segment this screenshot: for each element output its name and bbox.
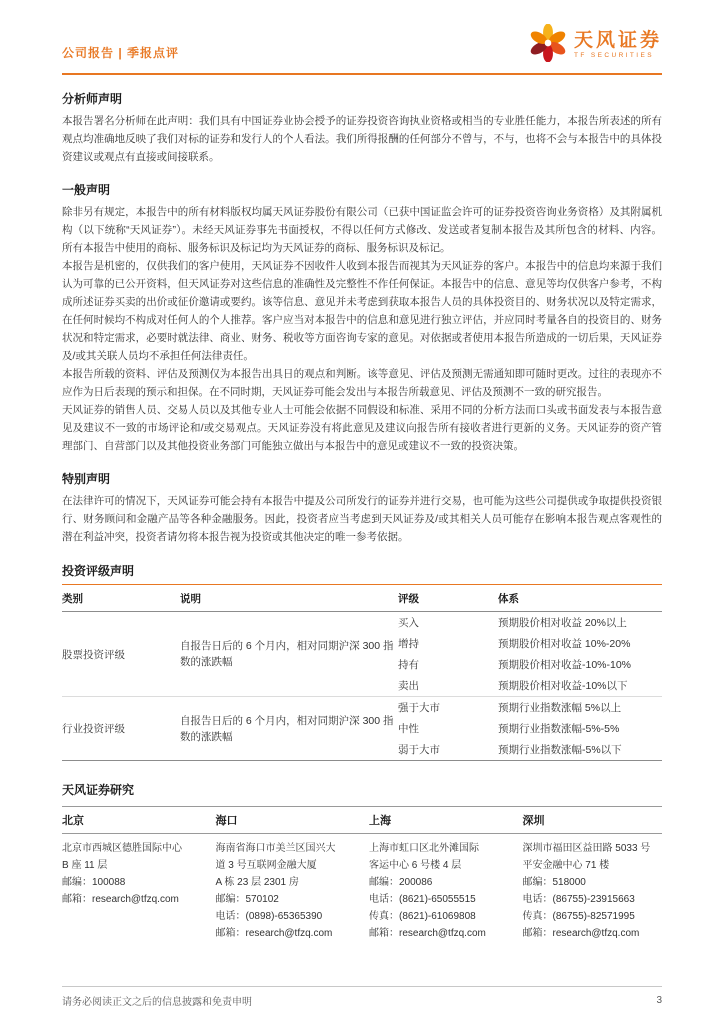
page-number: 3	[656, 995, 662, 1006]
office-city-header-row	[62, 806, 662, 834]
office-postcode: 邮编：570102	[215, 894, 279, 905]
general-statement-paragraph: 本报告是机密的，仅供我们的客户使用，天风证券不因收件人收到本报告而视其为天风证券的客户。本报告中的信息均来源于我们认为可靠的已公开资料，但天风证券对这些信息的准确性及完整性不作任何保证。本报告中的信息、意见等均仅供客户参考，不构成所述证券买卖的出价或征价邀请或要约。该等信息、意见并未考虑到获取本报告人员的具体投资目的、财务状况以及特定需求，在任何时候均不构成对任何人的个人推荐。客户应当对本报告中的信息和意见进行独立评估，并应同时考量各自的投资目的、财务状况和特定需求，必要时就法律、商业、财务、税收等方面咨询专家的意见。对依据或者使用本报告所造成的一切后果，天风证券及/或其关联人员均不承担任何法律责任。	[62, 260, 662, 362]
general-statement-title: 一般声明	[62, 183, 111, 197]
industry-rating-category: 行业投资评级	[62, 697, 180, 761]
industry-rating-description: 自报告日后的 6 个月内，相对同期沪深 300 指数的涨跌幅	[180, 697, 398, 761]
page-header	[62, 24, 662, 75]
general-statement-paragraph: 除非另有规定，本报告中的所有材料版权均属天风证券股份有限公司（已获中国证监会许可的证券投资咨询业务资格）及其附属机构（以下统称“天风证券”）。未经天风证券事先书面授权，不得以任何方式修改、发送或者复制本报告及其所包含的材料、内容。所有本报告中使用的商标、服务标识及标记均为天风证券的商标、服务标识及标记。	[62, 206, 662, 254]
special-statement-section	[62, 470, 662, 546]
rating-system: 预期股价相对收益-10%以下	[498, 680, 628, 692]
stock-rating-description: 自报告日后的 6 个月内，相对同期沪深 300 指数的涨跌幅	[180, 640, 394, 668]
table-row	[62, 697, 662, 719]
office-city-haikou: 海口	[215, 815, 238, 827]
office-postcode: 邮编：100088	[62, 877, 126, 888]
rating-declaration-header	[62, 562, 662, 585]
office-email-link[interactable]: 邮箱：research@tfzq.com	[522, 928, 640, 939]
office-details-row	[62, 834, 662, 942]
breadcrumb: 公司报告 | 季报点评	[62, 46, 180, 60]
office-email-link[interactable]: 邮箱：research@tfzq.com	[215, 928, 333, 939]
rating-label: 弱于大市	[398, 744, 440, 756]
office-postcode: 邮编：200086	[369, 877, 433, 888]
rating-system: 预期行业指数涨幅-5%以下	[498, 744, 622, 756]
research-section-title: 天风证券研究	[62, 783, 135, 797]
rating-col-description: 说明	[180, 585, 398, 612]
rating-declaration-title: 投资评级声明	[62, 564, 135, 578]
office-shanghai	[369, 840, 509, 942]
rating-col-system: 体系	[498, 585, 662, 612]
general-statement-paragraph: 本报告所载的资料、评估及预测仅为本报告出具日的观点和判断。该等意见、评估及预测无需通知即可随时更改。过往的表现亦不应作为日后表现的预示和担保。在不同时期，天风证券可能会发出与本报告所载意见、评估及预测不一致的研究报告。	[62, 368, 662, 398]
rating-label: 买入	[398, 617, 419, 629]
general-statement-paragraph: 天风证券的销售人员、交易人员以及其他专业人士可能会依据不同假设和标准、采用不同的分析方法而口头或书面发表与本报告意见及建议不一致的市场评论和/或交易观点。天风证券没有将此意见及建议向报告所有接收者进行更新的义务。天风证券的资产管理部门、自营部门以及其他投资业务部门可能独立做出与本报告中的意见或建议不一致的投资决策。	[62, 404, 662, 452]
table-row	[62, 612, 662, 634]
page-footer	[62, 986, 662, 1008]
logo-name-cn: 天风证券	[573, 30, 662, 52]
office-postcode: 邮编：518000	[522, 877, 586, 888]
office-address-line: B 座 11 层	[62, 860, 108, 871]
office-fax: 传真：(86755)-82571995	[522, 911, 635, 922]
office-address-line: 平安金融中心 71 楼	[522, 860, 610, 871]
office-address-line: 客运中心 6 号楼 4 层	[369, 860, 462, 871]
rating-system: 预期股价相对收益 10%-20%	[498, 638, 631, 650]
analyst-statement-text: 本报告署名分析师在此声明：我们具有中国证券业协会授予的证券投资咨询执业资格或相当的专业胜任能力，本报告所表述的所有观点均准确地反映了我们对标的证券和发行人的个人看法。我们所得报酬的任何部分不曾与，不与，也将不会与本报告中的具体投资建议或观点有直接或间接联系。	[62, 115, 662, 163]
office-city-shanghai: 上海	[369, 815, 391, 827]
rating-label: 中性	[398, 723, 419, 735]
rating-system: 预期股价相对收益-10%-10%	[498, 659, 632, 671]
office-address-line: 上海市虹口区北外滩国际	[369, 843, 479, 854]
research-offices-section	[62, 781, 662, 942]
analyst-statement-section	[62, 90, 662, 166]
office-beijing	[62, 840, 202, 942]
office-address-line: 深圳市福田区益田路 5033 号	[522, 843, 651, 854]
special-statement-title: 特别声明	[62, 472, 111, 486]
rating-col-category: 类别	[62, 585, 180, 612]
office-address-line: 北京市西城区德胜国际中心	[62, 843, 182, 854]
rating-system: 预期行业指数涨幅-5%-5%	[498, 723, 620, 735]
tf-pinwheel-logo-icon	[529, 24, 567, 67]
office-haikou	[216, 840, 356, 942]
office-phone: 电话：(0898)-65365390	[215, 911, 323, 922]
office-fax: 传真：(8621)-61069808	[369, 911, 476, 922]
company-logo	[529, 24, 662, 67]
office-address-line: A 栋 23 层 2301 房	[215, 877, 299, 888]
footer-disclaimer: 请务必阅读正文之后的信息披露和免责申明	[62, 997, 252, 1008]
office-email-link[interactable]: 邮箱：research@tfzq.com	[62, 894, 179, 905]
office-email-link[interactable]: 邮箱：research@tfzq.com	[369, 928, 486, 939]
office-phone: 电话：(86755)-23915663	[522, 894, 635, 905]
office-address-line: 海南省海口市美兰区国兴大	[215, 843, 336, 854]
rating-label: 增持	[398, 638, 419, 650]
rating-declaration-section	[62, 562, 662, 761]
rating-col-rating: 评级	[398, 585, 498, 612]
office-phone: 电话：(8621)-65055515	[369, 894, 476, 905]
rating-system: 预期行业指数涨幅 5%以上	[498, 697, 662, 719]
logo-name-en: TF SECURITIES	[573, 52, 654, 60]
rating-table	[62, 585, 662, 761]
rating-table-header-row	[62, 585, 662, 612]
rating-label: 持有	[398, 659, 419, 671]
analyst-statement-title: 分析师声明	[62, 92, 123, 106]
rating-label: 强于大市	[398, 697, 498, 719]
rating-label: 卖出	[398, 680, 419, 692]
stock-rating-category: 股票投资评级	[62, 648, 125, 661]
special-statement-text: 在法律许可的情况下，天风证券可能会持有本报告中提及公司所发行的证券并进行交易，也可能为这些公司提供或争取提供投资银行、财务顾问和金融产品等各种金融服务。因此，投资者应当考虑到天风证券及/或其相关人员可能存在影响本报告观点客观性的潜在利益冲突，投资者请勿将本报告视为投资或其他决定的唯一参考依据。	[62, 495, 662, 543]
office-address-line: 道 3 号互联网金融大厦	[215, 860, 317, 871]
general-statement-section	[62, 181, 662, 455]
rating-system: 预期股价相对收益 20%以上	[498, 617, 627, 629]
office-city-shenzhen: 深圳	[522, 815, 545, 827]
logo-text	[574, 31, 662, 60]
office-city-beijing: 北京	[62, 815, 84, 827]
office-shenzhen	[523, 840, 663, 942]
